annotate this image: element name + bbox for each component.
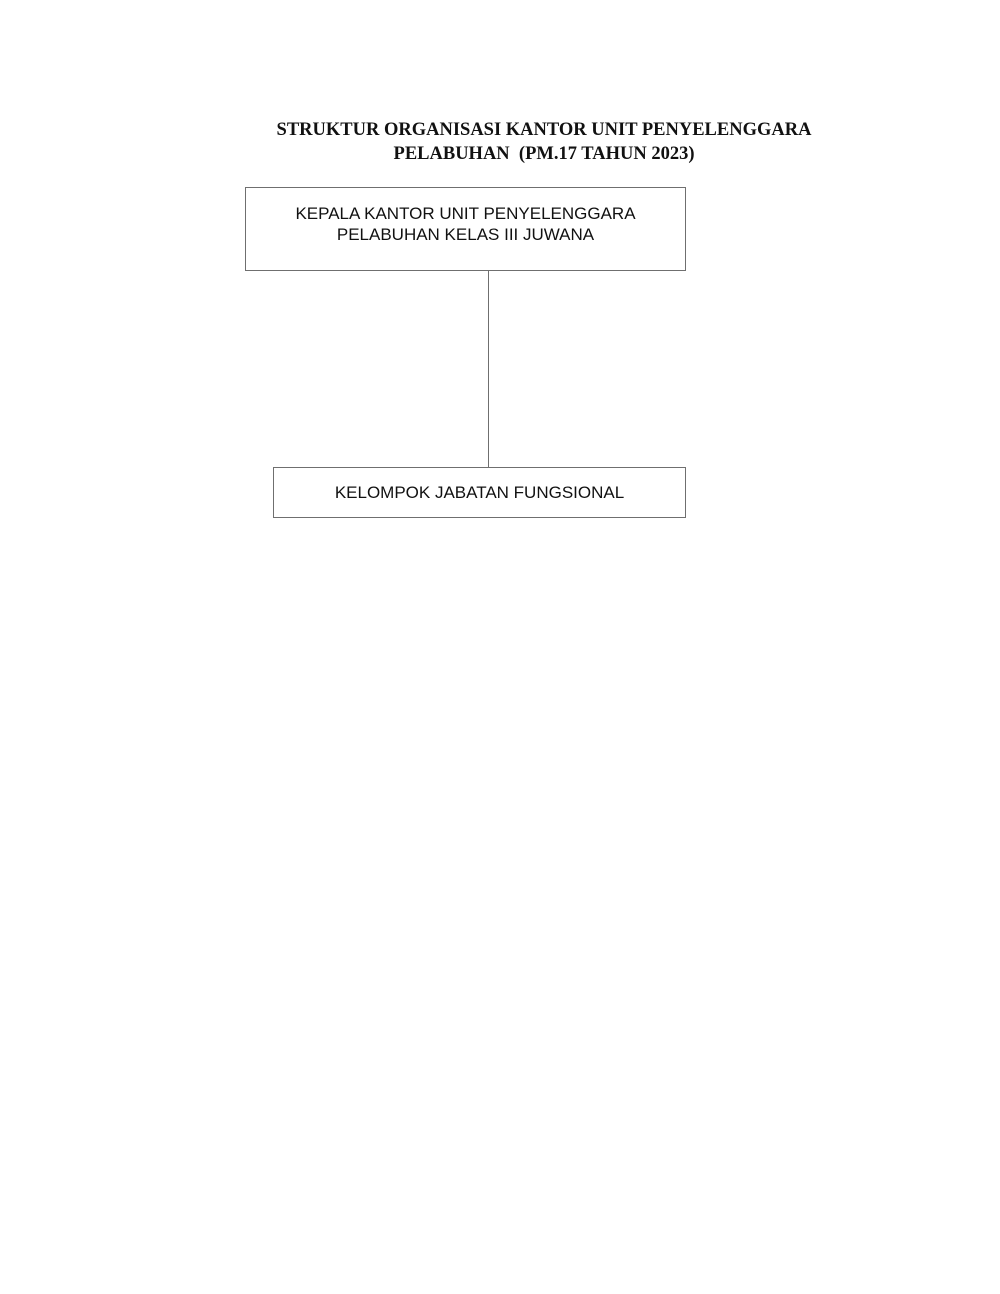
org-node-functional-group-label: KELOMPOK JABATAN FUNGSIONAL — [334, 483, 625, 502]
document-title-line-2: PELABUHAN (PM.17 TAHUN 2023) — [393, 144, 695, 164]
document-title — [230, 118, 858, 166]
org-connector-line — [488, 271, 489, 467]
org-node-head-office-line-2: PELABUHAN KELAS III JUWANA — [336, 225, 595, 244]
org-node-head-office-line-1: KEPALA KANTOR UNIT PENYELENGGARA — [295, 204, 636, 223]
org-node-head-office — [245, 187, 686, 271]
org-node-functional-group — [273, 467, 686, 518]
document-title-line-1: STRUKTUR ORGANISASI KANTOR UNIT PENYELENGGARA — [276, 120, 812, 140]
